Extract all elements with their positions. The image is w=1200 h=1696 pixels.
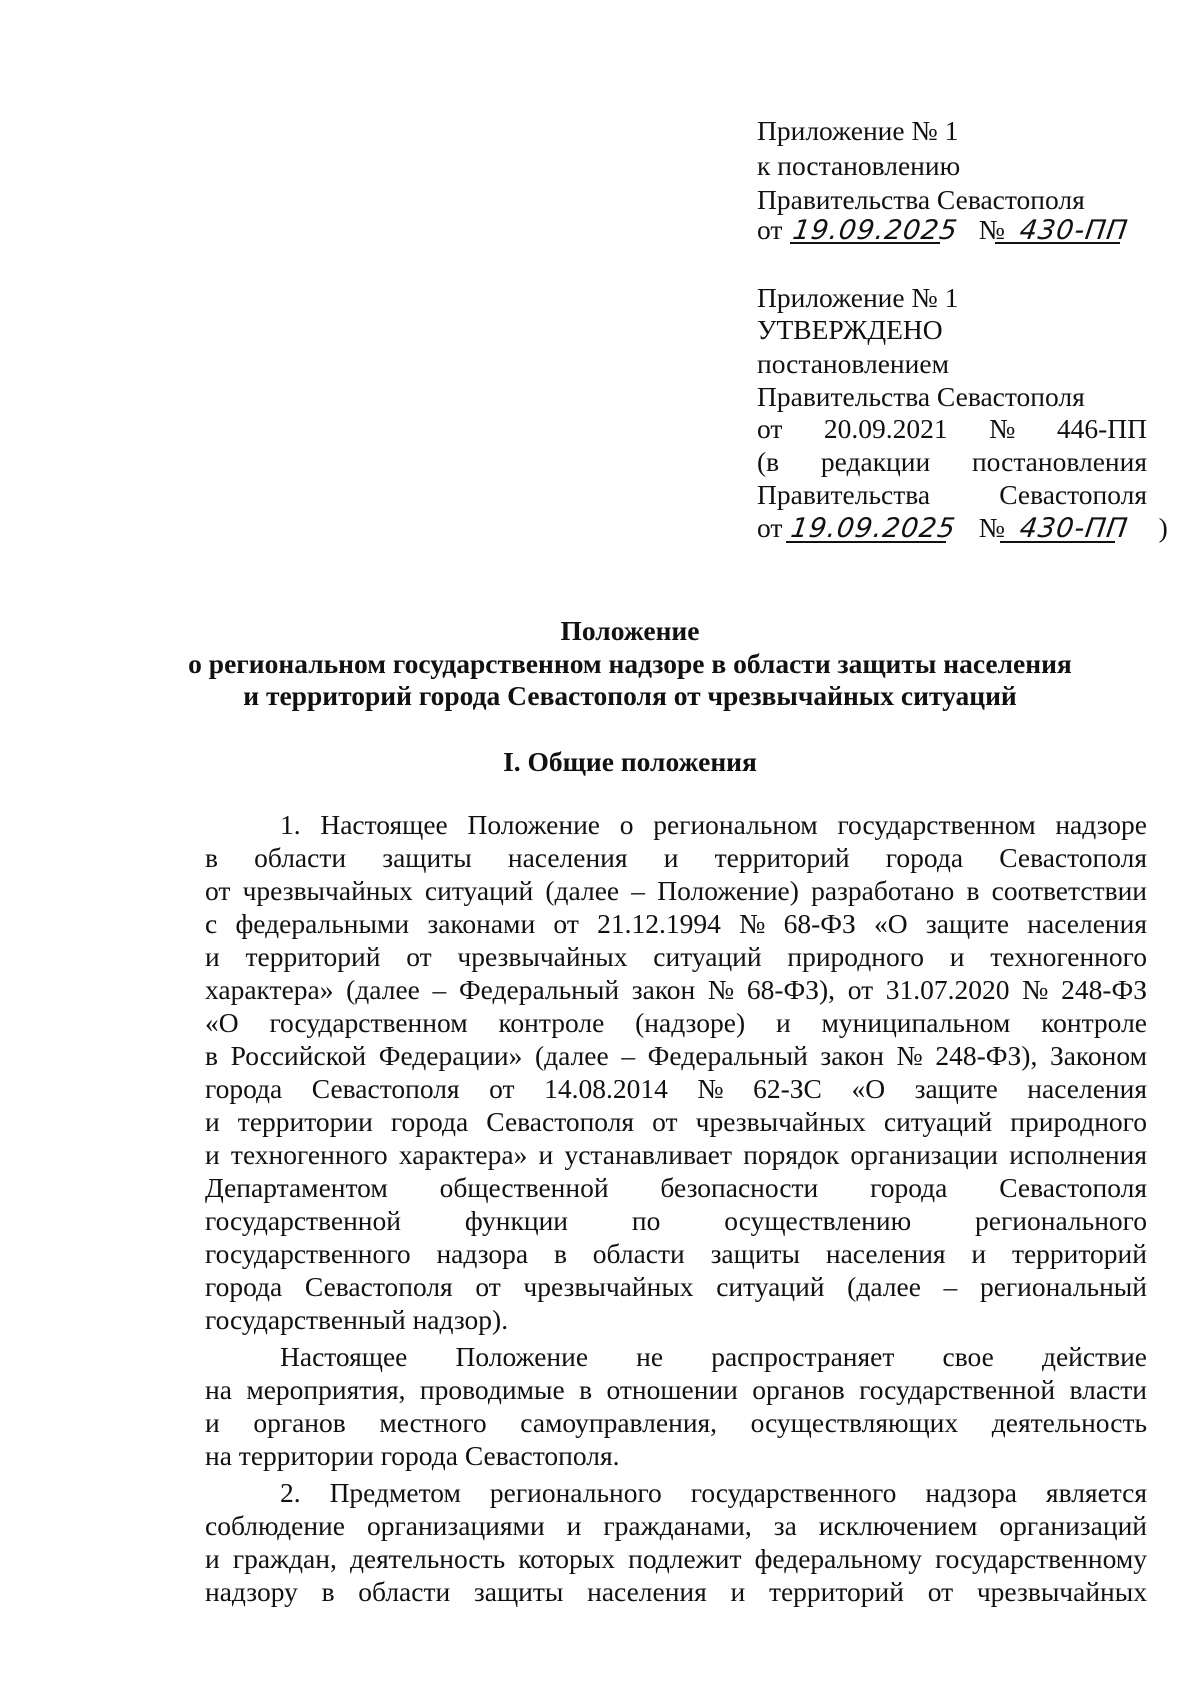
header2-line5 [757, 412, 1147, 445]
document-title-line2: о региональном государственном надзоре в области защиты населения [188, 648, 1072, 679]
header2-line5-num-sign: № [989, 413, 1016, 444]
body-line: с федеральными законами от 21.12.1994 № 68-ФЗ «О защите населения [205, 908, 1147, 939]
body-line: государственного надзора в области защиты населения и территорий [205, 1238, 1147, 1269]
body-line: характера» (далее – Федеральный закон № 68-ФЗ), от 31.07.2020 № 248-ФЗ [205, 974, 1147, 1005]
body-line: и территории города Севастополя от чрезвычайных ситуаций природного [205, 1106, 1147, 1137]
header2-line8 [757, 511, 1168, 545]
body-line: от чрезвычайных ситуаций (далее – Положение) разработано в соответствии [205, 875, 1147, 906]
body-line: и граждан, деятельность которых подлежит федеральному государственному [205, 1543, 1147, 1574]
header2-line7-part2: Севастополя [999, 479, 1147, 510]
body-line: «О государственном контроле (надзоре) и муниципальном контроле [205, 1007, 1147, 1038]
header2-line2: УТВЕРЖДЕНО [757, 314, 943, 345]
header1-line3: Правительства Севастополя [757, 184, 1085, 215]
header2-line5-number: 446-ПП [1056, 413, 1147, 444]
body-line: надзору в области защиты населения и территорий от чрезвычайных [205, 1576, 1147, 1607]
body-line: в Российской Федерации» (далее – Федеральный закон № 248-ФЗ), Законом [205, 1040, 1147, 1071]
header1-from-prefix: от [757, 214, 783, 245]
header2-line7 [757, 478, 1147, 511]
header2-line5-date: 20.09.2021 [823, 413, 948, 444]
body-line: соблюдение организациями и гражданами, за исключением организаций [205, 1510, 1147, 1541]
header2-line3: постановлением [757, 348, 949, 379]
header2-line6-part3: постановления [971, 446, 1147, 477]
header2-line1: Приложение № 1 [757, 282, 959, 313]
body-line: и техногенного характера» и устанавливает порядок организации исполнения [205, 1139, 1147, 1170]
header2-handwritten-number: 430-ПП [1017, 513, 1130, 544]
body-line: 1. Настоящее Положение о региональном государственном надзоре [280, 809, 1147, 840]
header1-num-prefix: № [978, 214, 1005, 245]
body-line: государственной функции по осуществлению регионального [205, 1205, 1147, 1236]
header2-line6 [757, 445, 1147, 478]
body-line: города Севастополя от чрезвычайных ситуаций (далее – региональный [205, 1271, 1147, 1302]
body-line: и органов местного самоуправления, осуществляющих деятельность [205, 1407, 1147, 1438]
body-line: и территорий от чрезвычайных ситуаций природного и техногенного [205, 941, 1147, 972]
body-line: в области защиты населения и территорий города Севастополя [205, 842, 1147, 873]
document-title-line3: и территорий города Севастополя от чрезвычайных ситуаций [243, 680, 1017, 711]
header1-date-underline [790, 242, 940, 244]
body-line: на территории города Севастополя. [205, 1440, 620, 1471]
body-line: государственный надзор). [205, 1304, 509, 1335]
header1-handwritten-date: 19.09.2025 [791, 215, 961, 246]
document-title-line1: Положение [560, 615, 700, 646]
section-heading: I. Общие положения [503, 746, 757, 777]
body-line: 2. Предметом регионального государственного надзора является [280, 1477, 1147, 1508]
header1-handwritten-number: 430-ПП [1017, 215, 1130, 246]
header2-line6-part2: редакции [820, 446, 931, 477]
header2-date-underline [786, 541, 946, 543]
header2-line5-from: от [757, 413, 783, 444]
header2-line4: Правительства Севастополя [757, 381, 1085, 412]
header2-from-prefix: от [757, 512, 783, 543]
header1-line2: к постановлению [757, 150, 961, 181]
header2-line7-part1: Правительства [757, 479, 931, 510]
header1-line1: Приложение № 1 [757, 115, 959, 146]
header2-line6-part1: (в [757, 446, 780, 477]
header1-number-underline [995, 242, 1120, 244]
body-line: на мероприятия, проводимые в отношении органов государственной власти [205, 1374, 1147, 1405]
header2-number-underline [1000, 541, 1115, 543]
body-line: Настоящее Положение не распространяет свое действие [280, 1341, 1147, 1372]
header2-close-paren: ) [1158, 512, 1168, 543]
body-text [205, 808, 1147, 1608]
body-line: города Севастополя от 14.08.2014 № 62-ЗС «О защите населения [205, 1073, 1147, 1104]
body-line: Департаментом общественной безопасности города Севастополя [205, 1172, 1147, 1203]
header2-handwritten-date: 19.09.2025 [789, 513, 959, 544]
header2-num-prefix: № [978, 512, 1005, 543]
